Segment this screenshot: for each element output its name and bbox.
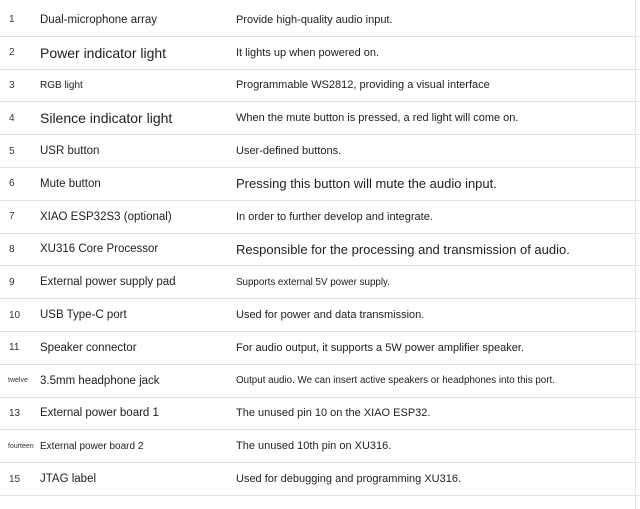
component-description: Supports external 5V power supply. — [236, 276, 390, 288]
row-number: 8 — [9, 243, 15, 255]
table-row — [0, 201, 640, 234]
component-description: Provide high-quality audio input. — [236, 13, 393, 26]
table-row — [0, 135, 640, 168]
component-name: Silence indicator light — [40, 110, 173, 127]
component-description: The unused pin 10 on the XIAO ESP32. — [236, 407, 431, 420]
component-name: 3.5mm headphone jack — [40, 374, 160, 387]
component-description: In order to further develop and integrate. — [236, 210, 433, 223]
component-name: External power board 2 — [40, 440, 144, 452]
row-number: 5 — [9, 145, 15, 157]
component-name: XIAO ESP32S3 (optional) — [40, 210, 172, 223]
component-description: Used for debugging and programming XU316. — [236, 473, 462, 486]
row-number: 7 — [9, 211, 15, 223]
component-name: Dual-microphone array — [40, 13, 157, 26]
row-number: 2 — [9, 47, 15, 59]
row-number: fourteen — [8, 442, 34, 450]
table-row — [0, 37, 640, 70]
row-number: 4 — [9, 112, 15, 124]
component-name: External power supply pad — [40, 276, 176, 289]
table-row — [0, 365, 640, 398]
table-right-border — [635, 0, 636, 509]
component-description: It lights up when powered on. — [236, 46, 380, 59]
table-row — [0, 4, 640, 37]
component-name: USB Type-C port — [40, 309, 127, 322]
row-number: 11 — [9, 342, 20, 354]
component-description: Responsible for the processing and transmission of audio. — [236, 241, 570, 257]
row-number: twelve — [8, 377, 28, 385]
row-number: 1 — [9, 14, 15, 26]
component-name: RGB light — [40, 79, 83, 91]
component-description: When the mute button is pressed, a red light will come on. — [236, 112, 519, 125]
table-row — [0, 398, 640, 431]
table-row — [0, 430, 640, 463]
table-row — [0, 299, 640, 332]
row-number: 13 — [9, 407, 21, 419]
component-description: For audio output, it supports a 5W power amplifier speaker. — [236, 341, 524, 354]
row-number: 15 — [9, 473, 21, 485]
row-number: 9 — [9, 276, 15, 288]
component-name: USR button — [40, 145, 100, 158]
component-name: Speaker connector — [40, 341, 137, 354]
row-number: 10 — [9, 309, 21, 321]
component-name: JTAG label — [40, 473, 97, 486]
component-description: Programmable WS2812, providing a visual interface — [236, 79, 490, 92]
table-row — [0, 463, 640, 496]
component-name: Mute button — [40, 177, 101, 190]
table-row — [0, 102, 640, 135]
table-row — [0, 332, 640, 365]
table-row — [0, 168, 640, 201]
component-description: Pressing this button will mute the audio input. — [236, 176, 497, 192]
component-description: User-defined buttons. — [236, 145, 342, 158]
table-row — [0, 266, 640, 299]
component-name: Power indicator light — [40, 44, 167, 61]
row-number: 6 — [9, 178, 15, 190]
component-description: Used for power and data transmission. — [236, 309, 425, 322]
table-row — [0, 70, 640, 103]
component-description: Output audio. We can insert active speakers or headphones into this port. — [236, 375, 555, 387]
component-description: The unused 10th pin on XU316. — [236, 440, 392, 453]
table-row — [0, 234, 640, 267]
component-name: XU316 Core Processor — [40, 243, 159, 256]
component-name: External power board 1 — [40, 407, 159, 420]
row-number: 3 — [9, 79, 15, 91]
